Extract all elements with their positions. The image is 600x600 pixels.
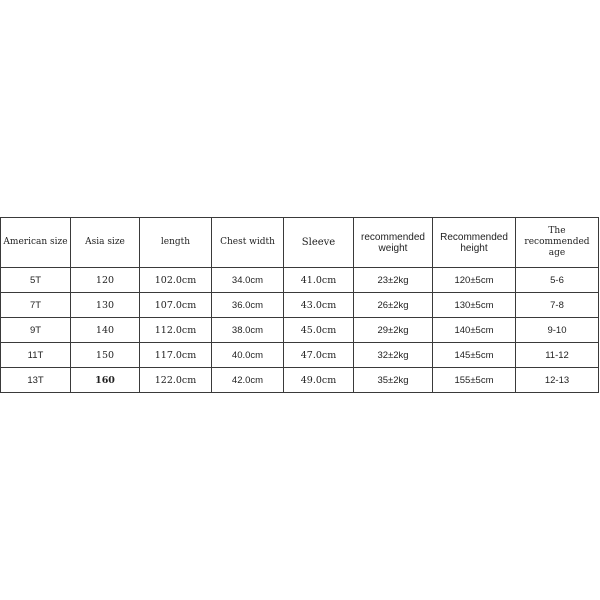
cell-recommended-weight: 23±2kg — [354, 268, 433, 293]
cell-american-size: 7T — [1, 293, 71, 318]
cell-american-size: 11T — [1, 343, 71, 368]
table-row — [1, 343, 599, 368]
cell-recommended-age: 12-13 — [516, 368, 599, 393]
header-recommended-weight: recommended weight — [354, 218, 433, 268]
cell-american-size: 13T — [1, 368, 71, 393]
cell-recommended-age: 11-12 — [516, 343, 599, 368]
cell-asia-size: 120 — [71, 268, 140, 293]
cell-chest-width: 38.0cm — [212, 318, 284, 343]
header-recommended-age: The recommended age — [516, 218, 599, 268]
cell-recommended-weight: 35±2kg — [354, 368, 433, 393]
header-row — [1, 218, 599, 268]
cell-recommended-age: 7-8 — [516, 293, 599, 318]
cell-asia-size: 130 — [71, 293, 140, 318]
cell-chest-width: 36.0cm — [212, 293, 284, 318]
cell-recommended-height: 155±5cm — [433, 368, 516, 393]
cell-recommended-height: 145±5cm — [433, 343, 516, 368]
cell-recommended-age: 9-10 — [516, 318, 599, 343]
cell-chest-width: 34.0cm — [212, 268, 284, 293]
cell-american-size: 9T — [1, 318, 71, 343]
header-chest-width: Chest width — [212, 218, 284, 268]
table-row — [1, 318, 599, 343]
cell-recommended-height: 120±5cm — [433, 268, 516, 293]
table-row — [1, 268, 599, 293]
cell-recommended-weight: 29±2kg — [354, 318, 433, 343]
cell-length: 122.0cm — [140, 368, 212, 393]
header-recommended-height: Recommended height — [433, 218, 516, 268]
cell-length: 117.0cm — [140, 343, 212, 368]
cell-length: 107.0cm — [140, 293, 212, 318]
cell-asia-size: 150 — [71, 343, 140, 368]
header-sleeve: Sleeve — [284, 218, 354, 268]
cell-length: 102.0cm — [140, 268, 212, 293]
cell-sleeve: 47.0cm — [284, 343, 354, 368]
header-asia-size: Asia size — [71, 218, 140, 268]
cell-sleeve: 45.0cm — [284, 318, 354, 343]
cell-asia-size: 140 — [71, 318, 140, 343]
cell-length: 112.0cm — [140, 318, 212, 343]
cell-sleeve: 41.0cm — [284, 268, 354, 293]
cell-sleeve: 43.0cm — [284, 293, 354, 318]
header-length: length — [140, 218, 212, 268]
header-american-size: American size — [1, 218, 71, 268]
cell-recommended-age: 5-6 — [516, 268, 599, 293]
table-row — [1, 368, 599, 393]
cell-recommended-weight: 26±2kg — [354, 293, 433, 318]
cell-chest-width: 40.0cm — [212, 343, 284, 368]
cell-sleeve: 49.0cm — [284, 368, 354, 393]
table-row — [1, 293, 599, 318]
cell-american-size: 5T — [1, 268, 71, 293]
cell-recommended-height: 140±5cm — [433, 318, 516, 343]
cell-asia-size: 160 — [71, 368, 140, 393]
size-chart-table — [0, 217, 599, 393]
cell-chest-width: 42.0cm — [212, 368, 284, 393]
cell-recommended-weight: 32±2kg — [354, 343, 433, 368]
cell-recommended-height: 130±5cm — [433, 293, 516, 318]
